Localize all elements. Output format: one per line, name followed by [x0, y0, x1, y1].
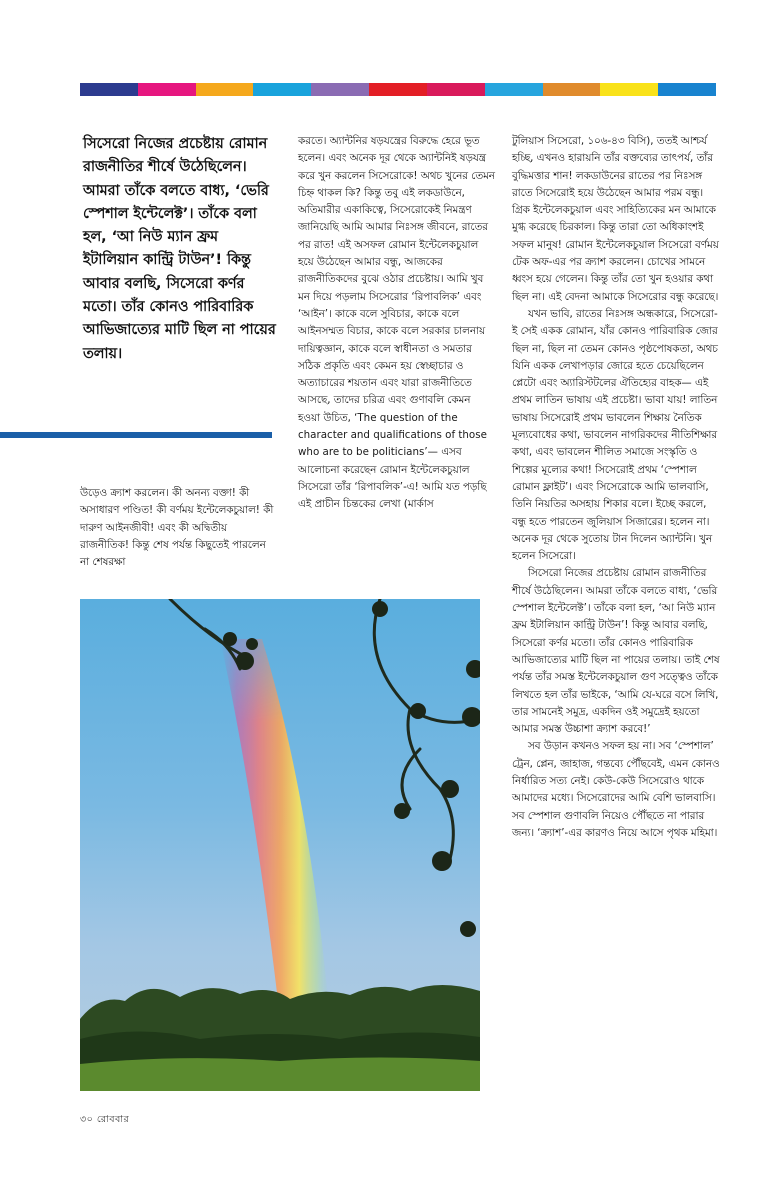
paragraph: উড়েও ক্র্যাশ করলেন। কী অনন্য বক্তা! কী অসাধারণ পণ্ডিত! কী বর্ণময় ইন্টেলেকচুয়াল! কী দারুণ আইনজীবী! এবং কী অদ্বিতীয় রাজনীতিক! কিন্তু শেষ পর্যন্ত কিছুতেই পারলেন না শেষরক্ষা — [80, 487, 274, 569]
pull-quote: সিসেরো নিজের প্রচেষ্টায় রোমান রাজনীতির শীর্ষে উঠেছিলেন। আমরা তাঁকে বলতে বাধ্য, ‘ভেরি স্পেশাল ইন্টেলেক্ট’। তাঁকে বলা হল, ‘আ নিউ ম্যান ফ্রম ইটালিয়ান কান্ট্রি টাউন’! কিন্তু আবার বলছি, সিসেরো কর্ণর মতো। তাঁর কোনও পারিবারিক আভিজাত্যের মাটি ছিল না পায়ের তলায়। — [83, 136, 276, 362]
color-swatch — [253, 83, 311, 96]
paragraph: যখন ভাবি, রাতের নিঃসঙ্গ অন্ধকারে, সিসেরো-ই সেই একক রোমান, যাঁর কোনও পারিবারিক জোর ছিল না, ছিল না তেমন কোনও পৃষ্ঠপোষকতা, অথচ যিনি একক লেখাপড়ার জোরে হতে চেয়েছিলেন প্লেটো এবং অ্যারিস্টটলের ঐতিহ্যের বাহক— এই প্রথম লাতিন ভাষায় এই প্রচেষ্টা। ভাবা যায়! লাতিন ভাষায় সিসেরোই প্রথম ভাবলেন শিক্ষায় নৈতিক মূল্যবোধের কথা, ভাবলেন নাগরিকদের নীতিশিক্ষার কথা, এবং ভাবলেন শীলিত সমাজে সংস্কৃতি ও শিল্পের মূল্যের কথা! সিসেরোই প্রথম ‘স্পেশাল রোমান ফ্লাইট’। এবং সিসেরোকে আমি ভালবাসি, তিনি নিয়তির অসহায় শিকার বলে। ইচ্ছে করলে, বন্ধু হতে পারতেন জুলিয়াস সিজারের। হলেন না। অনেক দূর থেকে সুতোয় টান দিলেন অ্যান্টনি। খুন হলেন সিসেরো। — [512, 307, 718, 563]
article-column-right — [512, 133, 720, 842]
rainbow-photo-art — [80, 599, 480, 1091]
article-column-middle — [298, 133, 495, 514]
paragraph: টুলিয়াস সিসেরো, ১০৬-৪৩ বিসি), ততই আশ্চর্য হচ্ছি, এখনও হারায়নি তাঁর বক্তব্যের তাৎপর্য, তাঁর বুদ্ধিমত্তার শান! লকডাউনের রাতের পর নিঃসঙ্গ রাতে সিসেরোই হয়ে উঠেছেন আমার পরম বন্ধু। গ্রিক ইন্টেলেকচুয়াল এবং সাহিত্যিকের মন আমাকে মুগ্ধ করেছে চিরকাল। কিন্তু তারা তো অধিকাংশই সফল মানুষ! রোমান ইন্টেলেকচুয়াল সিসেরো বর্ণময় টেক অফ-এর পর ক্র্যাশ করলেন। চোখের সামনে ধ্বংস হয়ে গেলেন। কিন্তু তাঁর তো খুন হওয়ার কথা ছিল না। এই বেদনা আমাকে সিসেরোর বন্ধু করেছে। — [512, 135, 719, 303]
color-swatch — [138, 83, 196, 96]
accent-rule — [0, 432, 272, 438]
color-swatch — [485, 83, 543, 96]
color-swatch — [600, 83, 658, 96]
article-column-left — [80, 485, 276, 571]
page-number-footer: ৩০ রোববার — [80, 1114, 130, 1125]
color-swatch — [311, 83, 369, 96]
rainbow-photo — [80, 599, 480, 1091]
color-swatch — [369, 83, 427, 96]
color-swatch — [658, 83, 716, 96]
color-swatch — [543, 83, 601, 96]
color-band-header — [80, 83, 716, 96]
paragraph: করতে। অ্যান্টনির ষড়যন্ত্রের বিরুদ্ধে হেরে ভূত হলেন। এবং অনেক দূর থেকে অ্যান্টনিই ষড়যন্ত্র করে খুন করলেন সিসেরোকে! অথচ খুনের তেমন চিহ্ন থাকল কি? কিন্তু তবু এই লকডাউনে, অতিমারীর একাকিত্বে, সিসেরোকেই নিমন্ত্রণ জানিয়েছি আমি আমার নিঃসঙ্গ জীবনে, রাতের পর রাত! এই অসফল রোমান ইন্টেলেকচুয়াল হয়ে উঠেছেন আমার বন্ধু, আজকের রাজনীতিকদের বুঝে ওঠার প্রচেষ্টায়। আমি খুব মন দিয়ে পড়লাম সিসেরোর ‘রিপাবলিক’ এবং ‘আইন’। কাকে বলে সুবিচার, কাকে বলে আইনসম্মত বিচার, কাকে বলে সরকার চালনায় দায়িত্বজ্ঞান, কাকে বলে স্বাধীনতা ও সমতার সঠিক প্রকৃতি এবং কেমন হয় স্বেচ্ছাচার ও অত্যাচারের শয়তান এবং যারা রাজনীতিতে আসছে, তাদের চরিত্র এবং গুণাবলি কেমন হওয়া উচিত, ‘The question of the character and qualifications of those who are to be politicians’— এসব আলোচনা করেছেন রোমান ইন্টেলেকচুয়াল সিসেরো তাঁর ‘রিপাবলিক’-এ! আমি যত পড়ছি এই প্রাচীন চিন্তকের লেখা (মার্কাস — [298, 135, 495, 511]
rainbow-arc — [220, 639, 330, 1019]
color-swatch — [196, 83, 254, 96]
paragraph: সিসেরো নিজের প্রচেষ্টায় রোমান রাজনীতির শীর্ষে উঠেছিলেন। আমরা তাঁকে বলতে বাধ্য, ‘ভেরি স্পেশাল ইন্টেলেক্ট’। তাঁকে বলা হল, ‘আ নিউ ম্যান ফ্রম ইটালিয়ান কান্ট্রি টাউন’! কিন্তু আবার বলছি, সিসেরো কর্ণর মতো। তাঁর কোনও পারিবারিক আভিজাত্যের মাটি ছিল না পায়ের তলায়। তাই শেষ পর্যন্ত তাঁর সমস্ত ইন্টেলেকচুয়াল গুণ সত্ত্বেও তাঁকে লিখতে হল তাঁর ভাইকে, ‘আমি যে-ঘরে বসে লিখি, তার সামনেই সমুদ্র, একদিন ওই সমুদ্রেই হয়তো আমার সমস্ত উচ্চাশা ক্র্যাশ করবে!’ — [512, 567, 720, 736]
color-swatch — [80, 83, 138, 96]
grass-foreground — [80, 1058, 480, 1092]
tree-branches — [170, 599, 480, 859]
color-swatch — [427, 83, 485, 96]
paragraph: সব উড়ান কখনও সফল হয় না। সব ‘স্পেশাল’ ট্রেন, প্লেন, জাহাজ, গন্তব্যে পৌঁছবেই, এমন কোনও নির্ধারিত সত্য নেই। কেউ-কেউ সিসেরোও থাকে আমাদের মধ্যে। সিসেরোদের আমি বেশি ভালবাসি। সব স্পেশাল গুণাবলি নিয়েও পৌঁছতে না পারার জন্য। ‘ক্র্যাশ’-এর কারণও নিয়ে আসে পৃথক মহিমা। — [512, 740, 720, 839]
